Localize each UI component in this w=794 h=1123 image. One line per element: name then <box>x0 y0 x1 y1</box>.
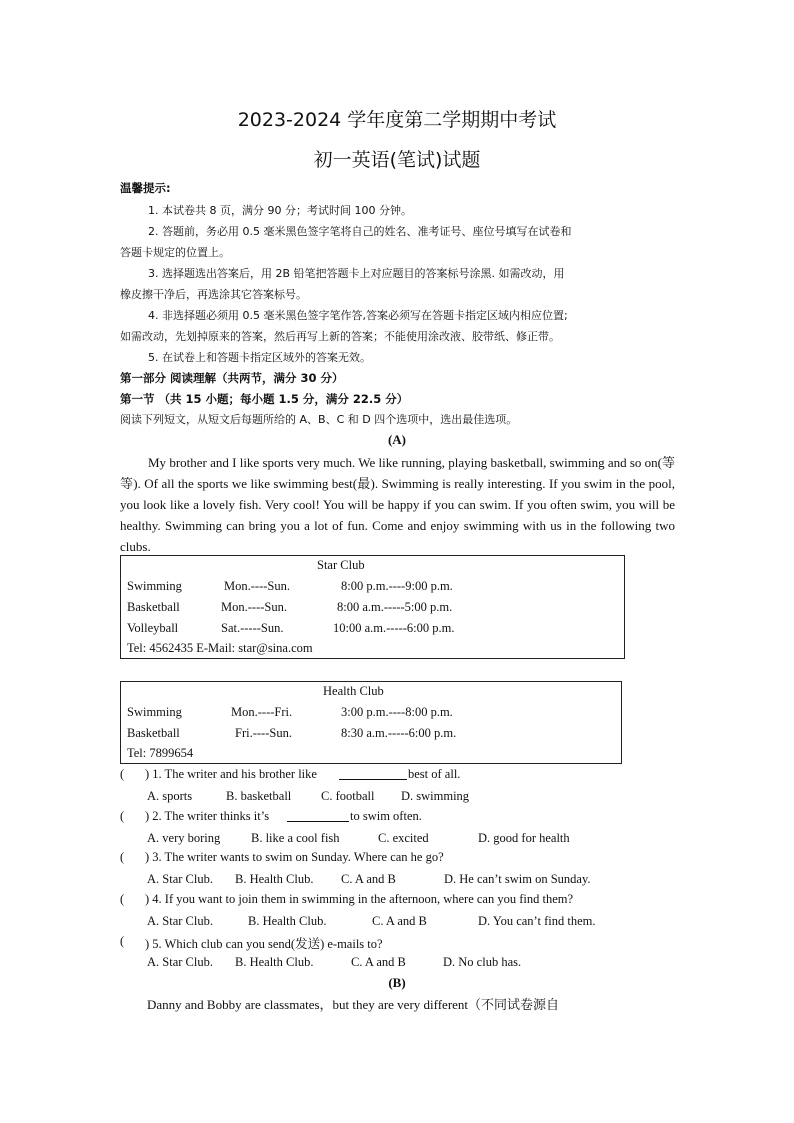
notice-item: 4. 非选择题必须用 0.5 毫米黑色签字笔作答,答案必须写在答题卡指定区域内相应位置; <box>148 309 568 322</box>
notice-item: 3. 选择题选出答案后，用 2B 铅笔把答题卡上对应题目的答案标号涂黑. 如需改动，用 <box>148 267 565 280</box>
star-row-sport: Swimming <box>127 579 182 593</box>
exam-title: 2023-2024 学年度第二学期期中考试 <box>237 109 557 131</box>
star-club-title: Star Club <box>317 558 365 572</box>
notice-item: 2. 答题前，务必用 0.5 毫米黑色签字笔将自己的姓名、准考证号、座位号填写在试卷和 <box>148 225 572 238</box>
exam-subtitle: 初一英语(笔试)试题 <box>313 149 481 171</box>
option-a[interactable]: A. very boring <box>147 831 221 845</box>
answer-bracket[interactable]: ( <box>120 809 125 823</box>
option-a[interactable]: A. Star Club. <box>147 914 213 928</box>
health-row-days: Mon.----Fri. <box>231 705 293 719</box>
answer-blank[interactable] <box>287 809 349 822</box>
answer-bracket[interactable]: ( <box>120 892 125 906</box>
notice-item: 5. 在试卷上和答题卡指定区域外的答案无效。 <box>148 351 371 364</box>
question-stem-end: best of all. <box>408 767 461 781</box>
health-row-sport: Basketball <box>127 726 180 740</box>
notice-item: 橡皮擦干净后，再选涂其它答案标号。 <box>120 288 307 301</box>
notice-item: 答题卡规定的位置上。 <box>120 246 230 259</box>
health-club-title: Health Club <box>323 684 384 698</box>
option-d[interactable]: D. swimming <box>401 789 470 803</box>
option-a[interactable]: A. Star Club. <box>147 872 213 886</box>
subsection-heading: 第一节 （共 15 小题；每小题 1.5 分，满分 22.5 分） <box>120 392 409 406</box>
notice-item: 如需改动，先划掉原来的答案，然后再写上新的答案；不能使用涂改液、胶带纸、修正带。 <box>120 330 560 343</box>
passage-a-label: (A) <box>387 432 407 447</box>
notice-item: 1. 本试卷共 8 页，满分 90 分；考试时间 100 分钟。 <box>148 204 412 217</box>
option-a[interactable]: A. sports <box>147 789 193 803</box>
answer-bracket[interactable]: ( <box>120 767 125 781</box>
option-a[interactable]: A. Star Club. <box>147 955 213 969</box>
option-c[interactable]: C. A and B <box>372 914 427 928</box>
passage-a-text: My brother and I like sports very much. We like running, playing basketball, swimming and so on(等等). Of all the sports we like swimming best(最). Swimming is really interesting. If you swim in the pool, you look like a lovely fish. Very cool! You will be happy if you can swim. If you often swim, you will be healthy. Swimming can bring you a lot of fun. Come and enjoy swimming with us in the following two clubs. <box>120 455 675 554</box>
star-row-days: Mon.----Sun. <box>224 579 290 593</box>
option-d[interactable]: D. No club has. <box>443 955 522 969</box>
star-row-time: 8:00 a.m.-----5:00 p.m. <box>337 600 453 614</box>
option-d[interactable]: D. He can’t swim on Sunday. <box>444 872 591 886</box>
option-c[interactable]: C. excited <box>378 831 429 845</box>
option-b[interactable]: B. like a cool fish <box>251 831 340 845</box>
question-stem-end: to swim often. <box>350 809 422 823</box>
health-row-time: 3:00 p.m.----8:00 p.m. <box>341 705 453 719</box>
option-b[interactable]: B. basketball <box>226 789 292 803</box>
option-b[interactable]: B. Health Club. <box>248 914 327 928</box>
option-b[interactable]: B. Health Club. <box>235 872 314 886</box>
option-c[interactable]: C. A and B <box>341 872 396 886</box>
health-row-time: 8:30 a.m.-----6:00 p.m. <box>341 726 457 740</box>
question-stem: ) 4. If you want to join them in swimming in the afternoon, where can you find them? <box>145 892 574 906</box>
part-heading: 第一部分 阅读理解（共两节，满分 30 分） <box>120 371 344 385</box>
answer-bracket[interactable]: ( <box>120 934 125 948</box>
star-row-time: 8:00 p.m.----9:00 p.m. <box>341 579 453 593</box>
star-row-sport: Basketball <box>127 600 180 614</box>
star-row-sport: Volleyball <box>127 621 179 635</box>
health-row-days: Fri.----Sun. <box>235 726 292 740</box>
question-stem: ) 1. The writer and his brother like <box>145 767 317 781</box>
question-stem: ) 2. The writer thinks it’s <box>145 809 270 823</box>
passage-b-text: Danny and Bobby are classmates，but they are very different（不同试卷源自 <box>147 997 560 1012</box>
option-c[interactable]: C. A and B <box>351 955 406 969</box>
option-d[interactable]: D. good for health <box>478 831 570 845</box>
star-club-contact: Tel: 4562435 E-Mail: star@sina.com <box>127 641 313 655</box>
health-club-box <box>120 681 622 764</box>
answer-blank[interactable] <box>339 767 407 780</box>
star-club-box <box>120 555 625 659</box>
option-b[interactable]: B. Health Club. <box>235 955 314 969</box>
answer-bracket[interactable]: ( <box>120 850 125 864</box>
star-row-days: Mon.----Sun. <box>221 600 287 614</box>
health-club-contact: Tel: 7899654 <box>127 746 194 760</box>
passage-b-label: (B) <box>388 975 406 990</box>
question-stem: ) 5. Which club can you send(发送) e-mails to? <box>145 937 383 951</box>
notice-heading: 温馨提示: <box>120 181 171 195</box>
star-row-days: Sat.-----Sun. <box>221 621 284 635</box>
health-row-sport: Swimming <box>127 705 182 719</box>
star-row-time: 10:00 a.m.-----6:00 p.m. <box>333 621 455 635</box>
instruction: 阅读下列短文，从短文后每题所给的 A、B、C 和 D 四个选项中，选出最佳选项。 <box>120 413 518 426</box>
option-d[interactable]: D. You can’t find them. <box>478 914 596 928</box>
option-c[interactable]: C. football <box>321 789 375 803</box>
question-stem: ) 3. The writer wants to swim on Sunday. Where can he go? <box>145 850 444 864</box>
